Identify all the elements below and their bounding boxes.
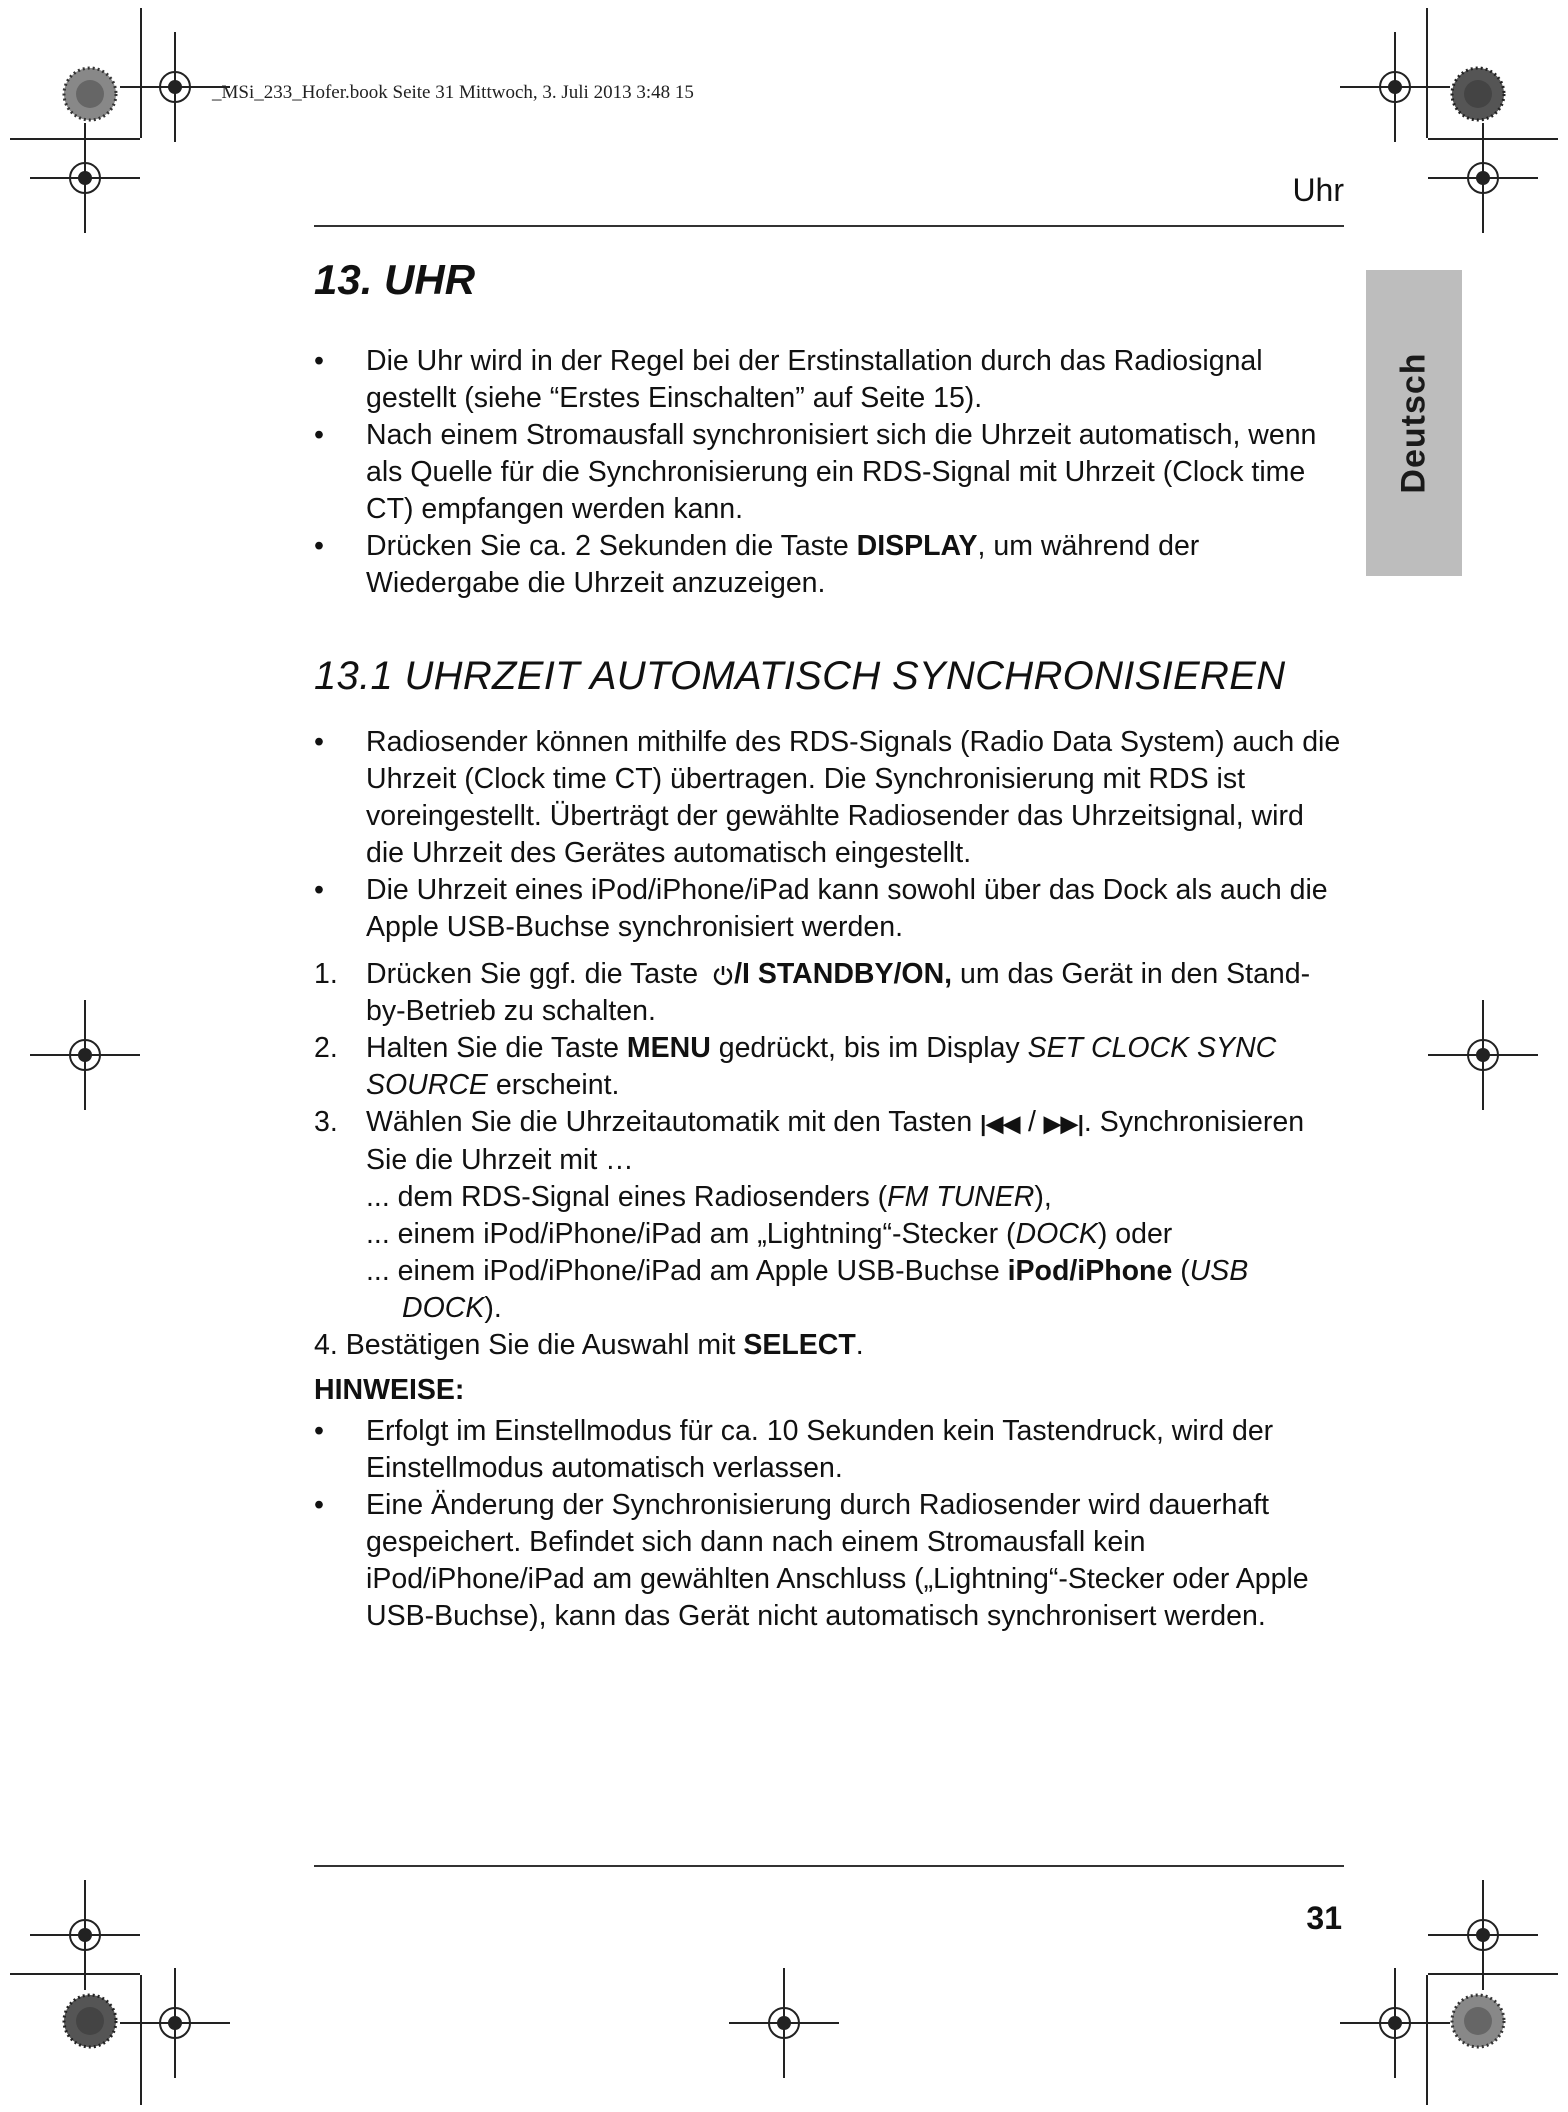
display-text: SET CLOCK SYNC SOURCE	[366, 1032, 1277, 1101]
subsection-title: 13.1 UHRZEIT AUTOMATISCH SYNCHRONISIEREN	[314, 654, 1286, 698]
step-item: 1. Drücken Sie ggf. die Taste /I STANDBY/ON, um das Gerät in den Stand-by-Betrieb zu schalten.	[314, 958, 1311, 1027]
option-item: ... einem iPod/iPhone/iPad am „Lightning“-Stecker (DOCK) oder	[366, 1218, 1173, 1250]
option-item: ... einem iPod/iPhone/iPad am Apple USB-Buchse iPod/iPhone (USB DOCK).	[366, 1255, 1249, 1324]
key-label: DISPLAY	[856, 530, 978, 562]
list-item: • Eine Änderung der Synchronisierung durch Radiosender wird dauerhaft gespeichert. Befindet sich dann nach einem Stromausfall kein iPod/iPhone/iPad am gewählten Anschluss („Lightning“-Stecker oder Apple USB-Buchse), kann das Gerät nicht automatisch synchronisert werden.	[314, 1489, 1309, 1632]
registration-mark-icon	[1340, 1968, 1450, 2078]
registration-mark-icon	[729, 1968, 839, 2078]
registration-mark-icon	[120, 1968, 230, 2078]
key-label: iPod/iPhone	[1007, 1255, 1173, 1287]
language-tab-label: Deutsch	[1394, 352, 1433, 494]
color-target-icon	[62, 1993, 118, 2049]
color-target-icon	[1450, 1993, 1506, 2049]
list-item: • Drücken Sie ca. 2 Sekunden die Taste DISPLAY, um während der Wiedergabe die Uhrzeit anzuzeigen.	[314, 530, 1200, 599]
running-head: Uhr	[1292, 172, 1344, 208]
list-item: • Die Uhr wird in der Regel bei der Erstinstallation durch das Radiosignal gestellt (siehe “Erstes Einschalten” auf Seite 15).	[314, 345, 1263, 414]
language-tab	[1366, 270, 1462, 576]
header-rule	[314, 225, 1344, 227]
list-item: • Radiosender können mithilfe des RDS-Signals (Radio Data System) auch die Uhrzeit (Clock time CT) übertragen. Die Synchronisierung mit RDS ist voreingestellt. Überträgt der gewählte Radiosender das Uhrzeitsignal, wird die Uhrzeit des Gerätes automatisch eingestellt.	[314, 726, 1341, 869]
registration-mark-icon	[1428, 123, 1538, 233]
list-item: • Die Uhrzeit eines iPod/iPhone/iPad kann sowohl über das Dock als auch die Apple USB-Buchse synchronisiert werden.	[314, 874, 1328, 943]
registration-mark-icon	[30, 123, 140, 233]
step-item: 3. Wählen Sie die Uhrzeitautomatik mit den Tasten |◀◀ / ▶▶|. Synchronisieren Sie die Uhrzeit mit …	[314, 1106, 1305, 1176]
list-item: • Nach einem Stromausfall synchronisiert sich die Uhrzeit automatisch, wenn als Quelle für die Synchronisierung ein RDS-Signal mit Uhrzeit (Clock time CT) empfangen werden kann.	[314, 419, 1317, 525]
step-item: 2. Halten Sie die Taste MENU gedrückt, bis im Display SET CLOCK SYNC SOURCE erscheint.	[314, 1032, 1277, 1101]
notes-heading: HINWEISE:	[314, 1374, 465, 1406]
key-label: /I STANDBY/ON,	[734, 958, 953, 990]
skip-back-icon: |◀◀	[980, 1111, 1021, 1136]
step-item: 4. Bestätigen Sie die Auswahl mit SELECT.	[314, 1329, 864, 1361]
registration-mark-icon	[30, 1000, 140, 1110]
section-title: 13. UHR	[314, 256, 476, 303]
skip-forward-icon: ▶▶|	[1043, 1111, 1084, 1136]
footer-rule	[314, 1865, 1344, 1867]
color-target-icon	[1450, 66, 1506, 122]
key-label: MENU	[626, 1032, 711, 1064]
registration-mark-icon	[1428, 1000, 1538, 1110]
power-icon	[712, 964, 734, 986]
book-info: _MSi_233_Hofer.book Seite 31 Mittwoch, 3. Juli 2013 3:48 15	[212, 82, 694, 103]
page-number: 31	[1306, 1900, 1342, 1936]
list-item: • Erfolgt im Einstellmodus für ca. 10 Sekunden kein Tastendruck, wird der Einstellmodus automatisch verlassen.	[314, 1415, 1274, 1484]
color-target-icon	[62, 66, 118, 122]
key-label: SELECT	[743, 1329, 856, 1361]
main-content	[314, 255, 1344, 1635]
option-item: ... dem RDS-Signal eines Radiosenders (FM TUNER),	[366, 1181, 1052, 1213]
